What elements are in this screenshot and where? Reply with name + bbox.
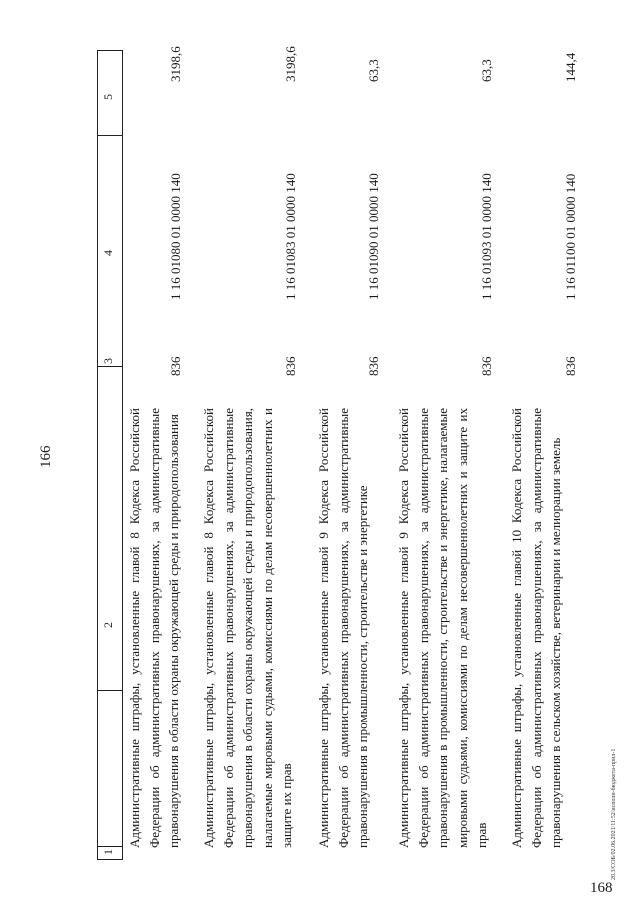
row-code: 836 (563, 356, 578, 376)
page-number-rotated: 166 (38, 445, 54, 468)
row-amount: 63,3 (366, 59, 381, 82)
row-kbk: 1 16 01100 01 0000 140 (563, 173, 578, 300)
row-description: Административные штрафы, установленные главой 10 Кодекса Российской Федерации об административных правонарушениях, за административные правонарушения в сельском хозяйстве, ветеринарии и мелиорации земель (509, 408, 563, 848)
column-number-5: 5 (101, 94, 115, 100)
row-amount: 3198,6 (283, 46, 298, 82)
row-kbk: 1 16 01093 01 0000 140 (479, 173, 494, 300)
column-divider (97, 135, 123, 136)
column-number-2: 2 (101, 622, 115, 628)
column-divider (97, 366, 123, 367)
row-kbk: 1 16 01083 01 0000 140 (283, 173, 298, 300)
column-number-4: 4 (101, 250, 115, 256)
row-amount: 3198,6 (168, 46, 183, 82)
footer-file-path: 20.3/СОБ/02.06.2021/11:52/исполн-бюджета-прил-1 (611, 748, 617, 880)
row-description: Административные штрафы, установленные главой 9 Кодекса Российской Федерации об административных правонарушениях, за административные правонарушения в промышленности, строительстве и энергетике, налагаемые мировыми судьями, комиссиями по делам несовершеннолетних и защите их прав (396, 408, 489, 848)
row-description: Административные штрафы, установленные главой 9 Кодекса Российской Федерации об административных правонарушениях, за административные правонарушения в промышленности, строительстве и энергетике (316, 408, 370, 848)
row-amount: 63,3 (479, 59, 494, 82)
row-kbk: 1 16 01090 01 0000 140 (366, 173, 381, 300)
column-number-3: 3 (101, 358, 115, 364)
row-code: 836 (283, 356, 298, 376)
row-code: 836 (479, 356, 494, 376)
row-description: Административные штрафы, установленные главой 8 Кодекса Российской Федерации об административных правонарушениях, за административные правонарушения в области охраны окружающей среды и природопользования, налагаемые мировыми судьями, комиссиями по делам несовершеннолетних и защите их прав (201, 408, 294, 848)
row-code: 836 (168, 356, 183, 376)
row-code: 836 (366, 356, 381, 376)
row-description: Административные штрафы, установленные главой 8 Кодекса Российской Федерации об административных правонарушениях, за административные правонарушения в области охраны окружающей среды и природопользования (127, 408, 181, 848)
column-number-1: 1 (101, 849, 115, 855)
column-divider (97, 690, 123, 691)
row-amount: 144,4 (563, 52, 578, 82)
page-number: 168 (590, 880, 613, 896)
row-kbk: 1 16 01080 01 0000 140 (168, 173, 183, 300)
column-divider (97, 846, 123, 847)
table-header-row (97, 50, 123, 860)
